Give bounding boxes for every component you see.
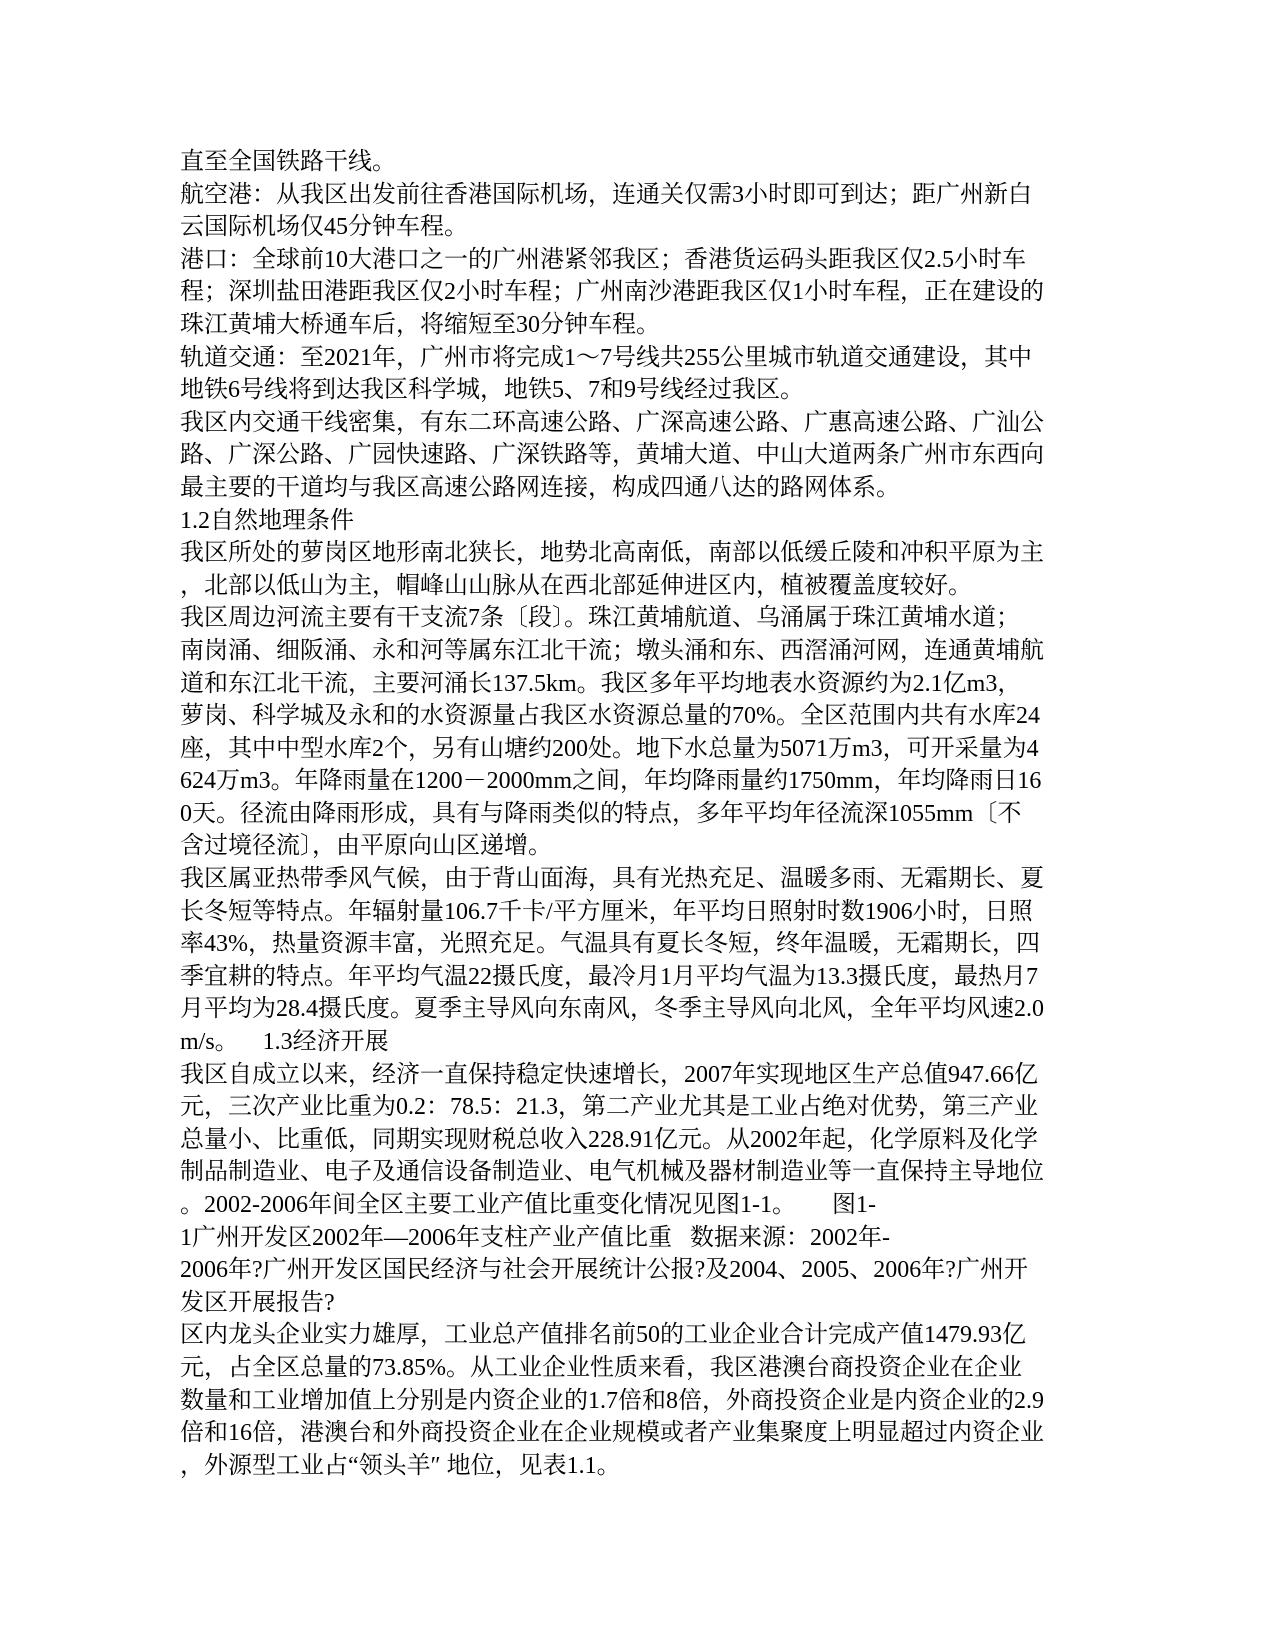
text-line: ，北部以低山为主，帽峰山山脉从在西北部延伸进区内，植被覆盖度较好。 — [180, 572, 972, 599]
text-line: 0天。径流由降雨形成，具有与降雨类似的特点，多年平均年径流深1055mm〔不 — [180, 800, 1022, 827]
text-line: 南岗涌、细阪涌、永和河等属东江北干流；墩头涌和东、西滘涌河网，连通黄埔航 — [180, 637, 1044, 664]
text-line: ，外源型工业占“领头羊″ 地位，见表1.1。 — [180, 1452, 621, 1479]
text-line: 云国际机场仅45分钟车程。 — [180, 214, 468, 241]
text-line: 我区所处的萝岗区地形南北狭长，地势北高南低，南部以低缓丘陵和冲积平原为主 — [180, 540, 1044, 567]
text-line: 区内龙头企业实力雄厚，工业总产值排名前50的工业企业合计完成产值1479.93亿 — [180, 1322, 1026, 1349]
text-line: 倍和16倍，港澳台和外商投资企业在企业规模或者产业集聚度上明显超过内资企业 — [180, 1420, 1044, 1447]
text-line: 我区内交通干线密集，有东二环高速公路、广深高速公路、广惠高速公路、广汕公 — [180, 409, 1044, 436]
text-line: 路、广深公路、广园快速路、广深铁路等，黄埔大道、中山大道两条广州市东西向 — [180, 442, 1044, 469]
section-heading-economy: m/s。 1.3经济开展 — [180, 1029, 389, 1056]
text-line: 总量小、比重低，同期实现财税总收入228.91亿元。从2002年起，化学原料及化学 — [180, 1126, 1038, 1153]
text-line: 率43%，热量资源丰富，光照充足。气温具有夏长冬短，终年温暖，无霜期长，四 — [180, 931, 1040, 958]
text-line: 航空港：从我区出发前往香港国际机场，连通关仅需3小时即可到达；距广州新白 — [180, 181, 1032, 208]
figure-caption-line: 。2002-2006年间全区主要工业产值比重变化情况见图1-1。 图1- — [180, 1192, 876, 1218]
text-line: 最主要的干道均与我区高速公路网连接，构成四通八达的路网体系。 — [180, 474, 900, 501]
text-line: 624万m3。年降雨量在1200－2000mm之间，年均降雨量约1750mm，年均降雨日16 — [180, 768, 1042, 795]
text-line: 萝岗、科学城及永和的水资源量占我区水资源总量的70%。全区范围内共有水库24 — [180, 703, 1040, 730]
text-line: 地铁6号线将到达我区科学城，地铁5、7和9号线经过我区。 — [180, 377, 804, 404]
text-line: 港口：全球前10大港口之一的广州港紧邻我区；香港货运码头距我区仅2.5小时车 — [180, 246, 1026, 273]
text-line: 元，占全区总量的73.85%。从工业企业性质来看，我区港澳台商投资企业在企业 — [180, 1354, 1022, 1381]
text-line: 我区周边河流主要有干支流7条〔段〕。珠江黄埔航道、乌涌属于珠江黄埔水道； — [180, 605, 1020, 632]
text-line: 季宜耕的特点。年平均气温22摄氏度，最冷月1月平均气温为13.3摄氏度，最热月7 — [180, 963, 1038, 990]
text-line: 我区自成立以来，经济一直保持稳定快速增长，2007年实现地区生产总值947.66亿 — [180, 1061, 1038, 1088]
text-line: 元，三次产业比重为0.2：78.5：21.3，第二产业尤其是工业占绝对优势，第三产业 — [180, 1094, 1038, 1121]
text-line: 制品制造业、电子及通信设备制造业、电气机械及器材制造业等一直保持主导地位 — [180, 1159, 1044, 1186]
document-text-block — [180, 146, 1070, 1482]
text-line: 我区属亚热带季风气候，由于背山面海，具有光热充足、温暖多雨、无霜期长、夏 — [180, 866, 1044, 893]
text-line: 月平均为28.4摄氏度。夏季主导风向东南风，冬季主导风向北风，全年平均风速2.0 — [180, 996, 1044, 1023]
text-line: 长冬短等特点。年辐射量106.7千卡/平方厘米，年平均日照射时数1906小时，日照 — [180, 898, 1033, 925]
text-line: 道和东江北干流，主要河涌长137.5km。我区多年平均地表水资源约为2.1亿m3， — [180, 670, 1022, 697]
text-line: 座，其中中型水库2个，另有山塘约200处。地下水总量为5071万m3，可开采量为4 — [180, 735, 1039, 762]
figure-caption-line: 1广州开发区2002年—2006年支柱产业产值比重 数据来源：2002年- — [180, 1224, 890, 1251]
data-source-line: 2006年?广州开发区国民经济与社会开展统计公报?及2004、2005、2006年?广州开 — [180, 1257, 1028, 1284]
text-line: 含过境径流〕，由平原向山区递增。 — [180, 833, 552, 860]
text-line: 数量和工业增加值上分别是内资企业的1.7倍和8倍，外商投资企业是内资企业的2.9 — [180, 1387, 1044, 1414]
text-line: 直至全国铁路干线。 — [180, 149, 396, 175]
text-line: 程；深圳盐田港距我区仅2小时车程；广州南沙港距我区仅1小时车程，正在建设的 — [180, 279, 1044, 306]
data-source-line: 发区开展报告? — [180, 1289, 335, 1316]
section-heading-natural-geography: 1.2自然地理条件 — [180, 507, 354, 534]
text-line: 轨道交通：至2021年，广州市将完成1～7号线共255公里城市轨道交通建设，其中 — [180, 344, 1032, 371]
text-line: 珠江黄埔大桥通车后，将缩短至30分钟车程。 — [180, 311, 660, 338]
